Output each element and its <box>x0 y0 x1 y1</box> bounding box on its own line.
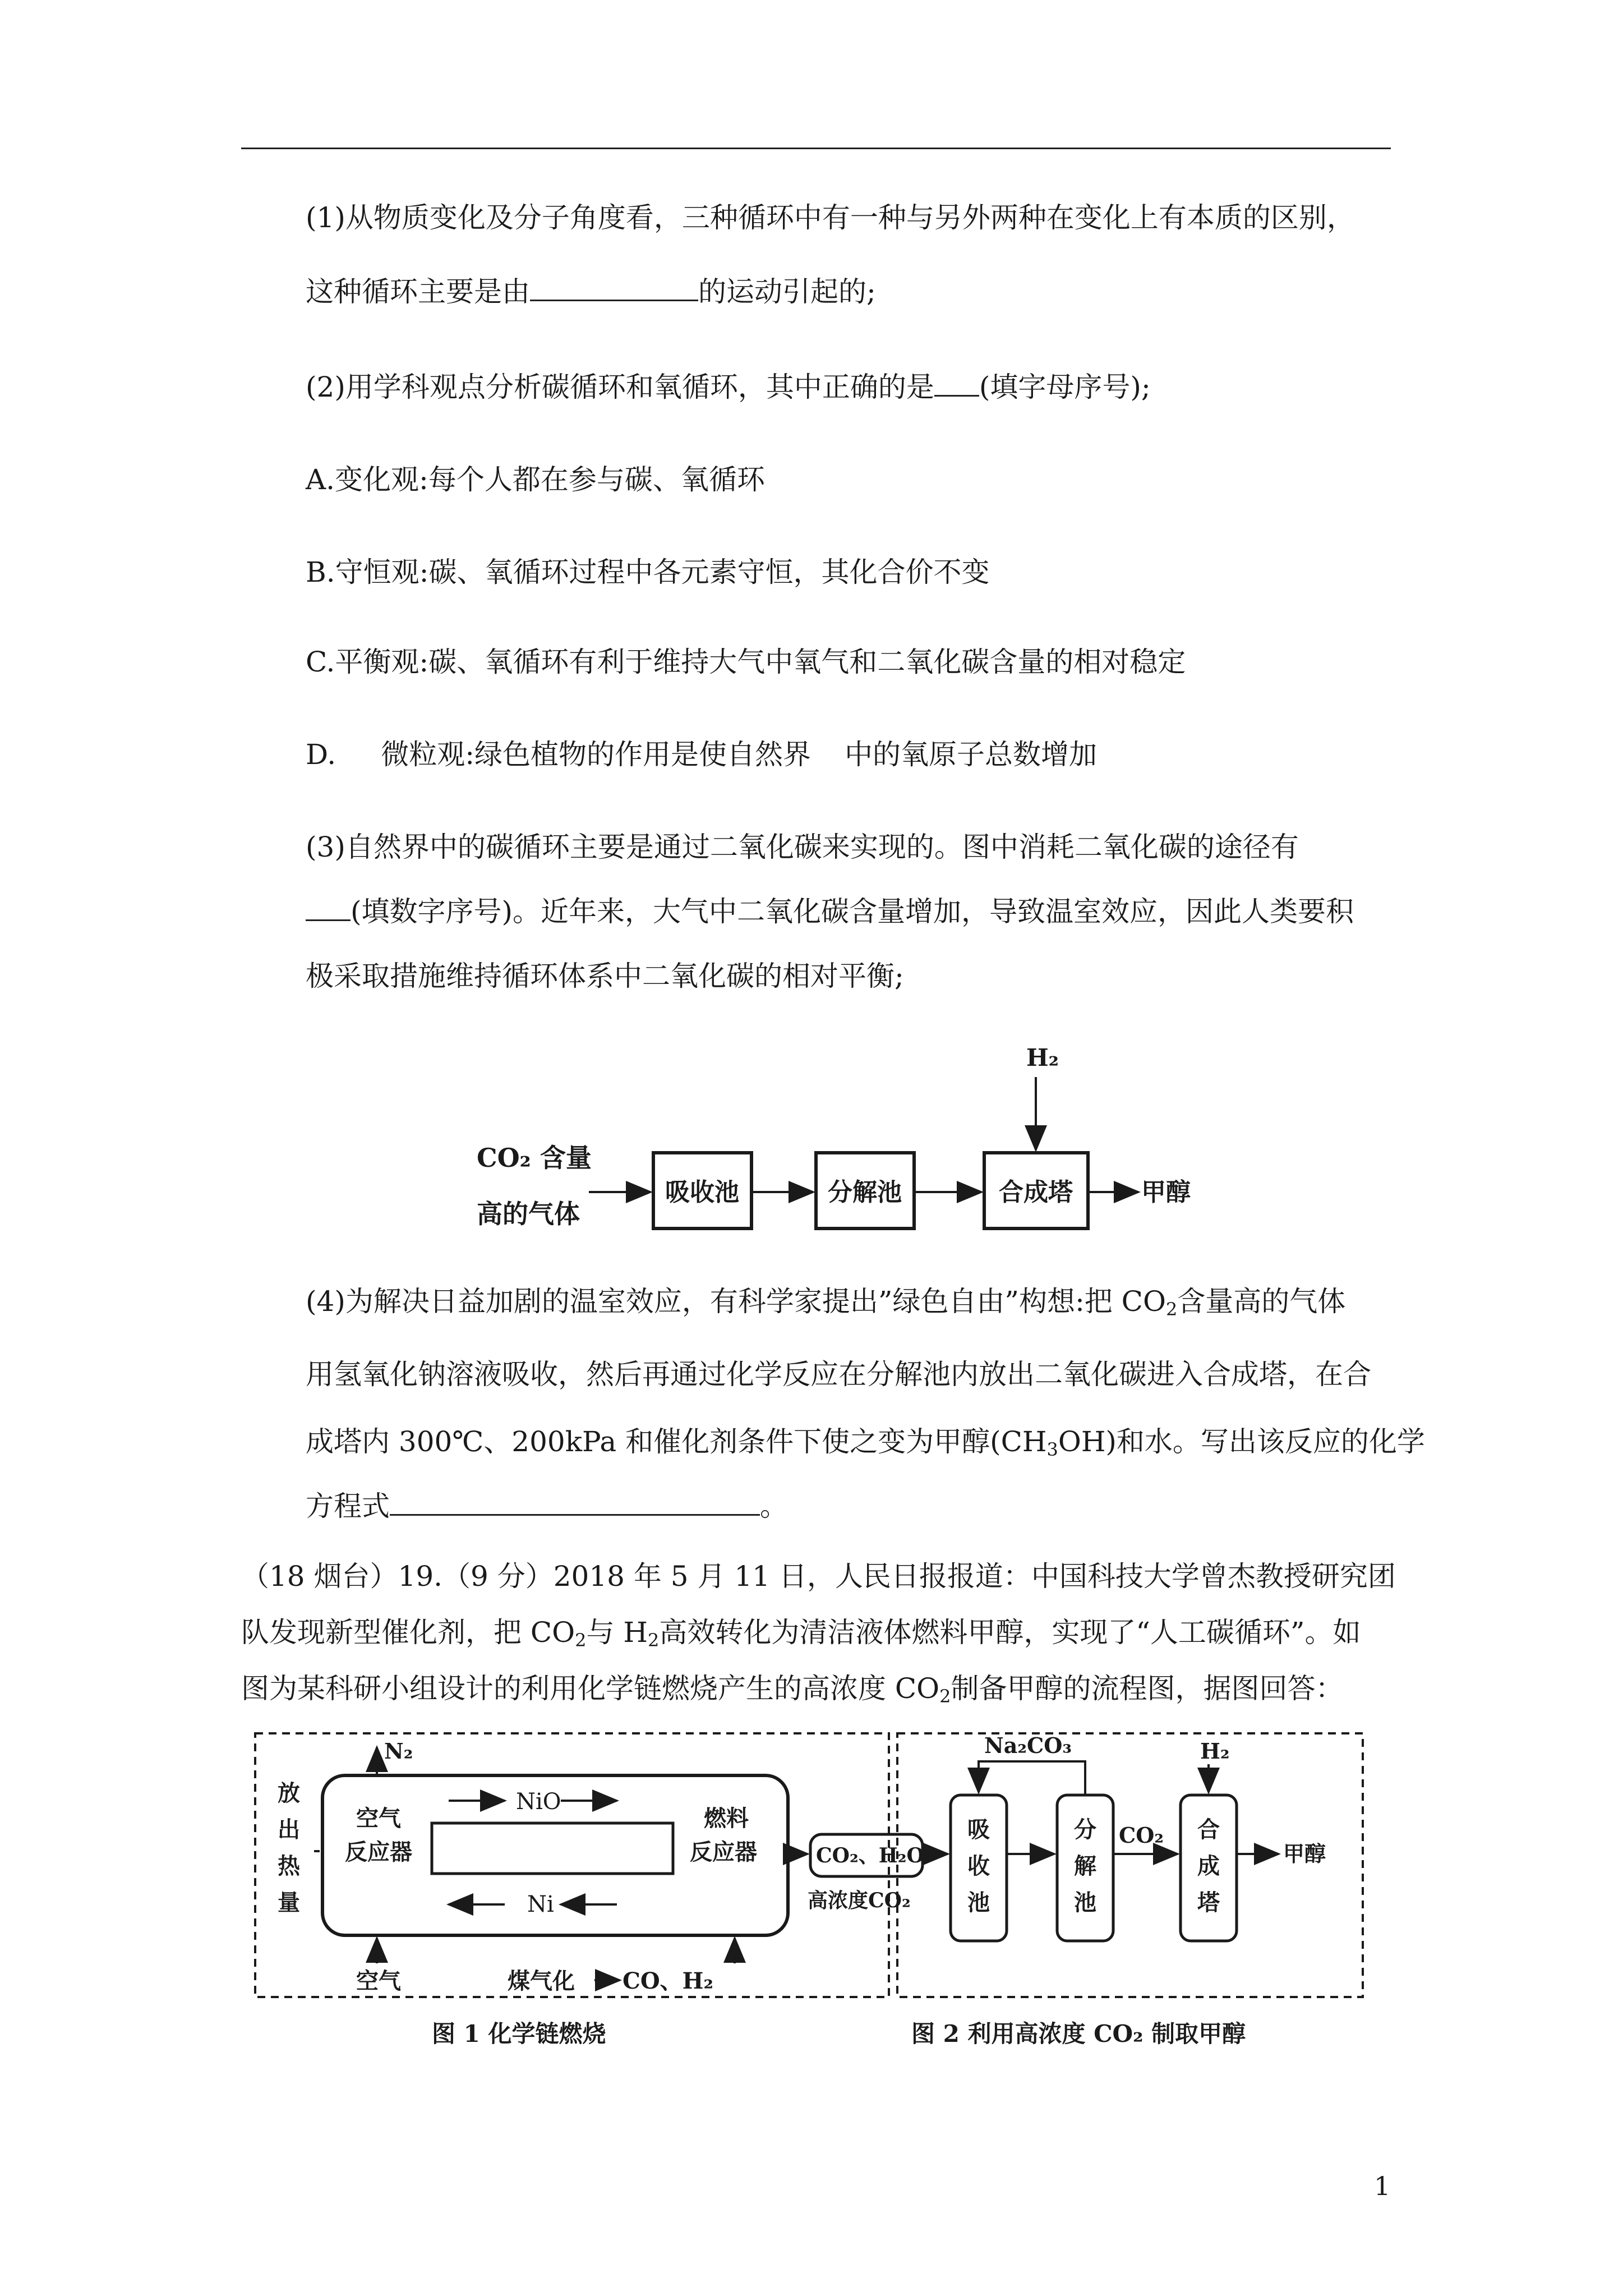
product-label: CO₂、H₂O <box>816 1844 924 1867</box>
part3-text-b: (填数字序号)。近年来，大气中二氧化碳含量增加，导致温室效应，因此人类要积 <box>351 895 1354 928</box>
fig2-h2-label: H₂ <box>1200 1738 1230 1764</box>
part1-text-a: 这种循环主要是由 <box>306 275 530 308</box>
q19-text-b: 与 H <box>586 1616 648 1649</box>
synth-char2: 成 <box>1197 1853 1220 1879</box>
nio-label: NiO <box>516 1789 561 1815</box>
part2-text-b: (填字母序号); <box>979 371 1151 403</box>
answer-blank-3[interactable] <box>306 895 351 921</box>
reactor-inner-channel <box>432 1823 673 1874</box>
co2-process-diagram <box>460 1032 1256 1245</box>
absorb-char3: 池 <box>967 1889 990 1916</box>
fig1-side-char3: 热 <box>278 1853 300 1879</box>
option-d-text2: 中的氧原子总数增加 <box>845 738 1098 771</box>
option-c: C.平衡观:碳、氧循环有利于维持大气中氧气和二氧化碳含量的相对稳定 <box>306 646 1186 678</box>
high-co2-label: 高浓度CO₂ <box>808 1889 911 1912</box>
air-reactor-line1: 空气 <box>356 1805 401 1832</box>
fuel-reactor-line2: 反应器 <box>690 1839 757 1865</box>
q19-line3 <box>241 1672 1344 1705</box>
part3-line2 <box>306 895 1354 928</box>
fig2-caption: 图 2 利用高浓度 CO₂ 制取甲醇 <box>911 2020 1246 2047</box>
part4-line1 <box>306 1285 1345 1318</box>
part4-line4 <box>306 1489 788 1523</box>
q19-line1: （18 烟台）19.（9 分）2018 年 5 月 11 日，人民日报报道：中国科技大学曾杰教授研究团 <box>241 1560 1396 1593</box>
q19-line2 <box>241 1616 1361 1649</box>
fig2-methanol-label: 甲醇 <box>1283 1841 1326 1866</box>
co-h2-label: CO、H₂ <box>623 1968 713 1994</box>
synth-char3: 塔 <box>1197 1889 1220 1916</box>
air-reactor-line2: 反应器 <box>345 1839 412 1865</box>
part1-line2 <box>306 275 876 309</box>
absorb-char1: 吸 <box>967 1816 990 1843</box>
decomp-char2: 解 <box>1074 1853 1096 1879</box>
answer-blank-1[interactable] <box>530 275 698 301</box>
part4-text-d: OH)和水。写出该反应的化学 <box>1058 1425 1425 1458</box>
ch3-subscript: 3 <box>1046 1439 1058 1460</box>
part4-text-b: 含量高的气体 <box>1177 1285 1346 1318</box>
answer-blank-4[interactable] <box>390 1489 760 1516</box>
fig1-side-char4: 量 <box>278 1889 300 1916</box>
synth-label: 合成塔 <box>999 1178 1073 1207</box>
synth-char1: 合 <box>1197 1816 1220 1843</box>
diagram1-input-line2: 高的气体 <box>477 1199 580 1229</box>
chemical-loop-figures <box>247 1728 1368 2053</box>
part4-line3 <box>306 1425 1425 1458</box>
fig1-side-char2: 出 <box>278 1816 300 1843</box>
part2-line <box>306 370 1151 404</box>
coal-gas-label: 煤气化 <box>508 1968 575 1994</box>
decomp-label: 分解池 <box>828 1178 902 1207</box>
header-rule <box>241 148 1391 149</box>
q19-text-a: 队发现新型催化剂，把 CO <box>241 1616 575 1649</box>
q19-text-e: 制备甲醇的流程图，据图回答： <box>951 1672 1344 1705</box>
part4-line2: 用氢氧化钠溶液吸收，然后再通过化学反应在分解池内放出二氧化碳进入合成塔，在合 <box>306 1358 1371 1391</box>
co2-subscript-2: 2 <box>575 1630 587 1651</box>
methanol-output-label: 甲醇 <box>1141 1178 1191 1207</box>
co2-subscript: 2 <box>1165 1299 1178 1320</box>
fuel-reactor-line1: 燃料 <box>704 1805 749 1832</box>
fig1-side-char1: 放 <box>278 1780 300 1806</box>
q19-text-d: 图为某科研小组设计的利用化学链燃烧产生的高浓度 CO <box>241 1672 940 1705</box>
part3-line3: 极采取措施维持循环体系中二氧化碳的相对平衡; <box>306 960 904 992</box>
part4-text-c: 成塔内 300℃、200kPa 和催化剂条件下使之变为甲醇(CH <box>306 1425 1047 1458</box>
co2-subscript-3: 2 <box>939 1686 951 1707</box>
part4-text-a: (4)为解决日益加剧的温室效应，有科学家提出”绿色自由”构想:把 CO <box>306 1285 1166 1318</box>
part1-text-b: 的运动引起的; <box>698 275 876 308</box>
answer-blank-2[interactable] <box>934 370 979 397</box>
na2co3-label: Na₂CO₃ <box>984 1733 1072 1758</box>
option-d <box>306 738 1097 771</box>
fig1-caption: 图 1 化学链燃烧 <box>432 2020 606 2047</box>
option-d-text1: 微粒观:绿色植物的作用是使自然界 <box>381 738 811 771</box>
h2-subscript: 2 <box>648 1630 660 1651</box>
air-in-label: 空气 <box>356 1968 401 1994</box>
option-a: A.变化观:每个人都在参与碳、氧循环 <box>306 463 765 496</box>
q19-text-c: 高效转化为清洁液体燃料甲醇，实现了“人工碳循环”。如 <box>659 1616 1361 1649</box>
part1-line1: (1)从物质变化及分子角度看，三种循环中有一种与另外两种在变化上有本质的区别， <box>306 201 1355 234</box>
part4-text-e: 方程式 <box>306 1490 390 1522</box>
fig2-co2-label: CO₂ <box>1119 1823 1164 1848</box>
part3-line1: (3)自然界中的碳循环主要是通过二氧化碳来实现的。图中消耗二氧化碳的途径有 <box>306 831 1299 863</box>
absorb-char2: 收 <box>967 1853 990 1879</box>
decomp-char3: 池 <box>1074 1889 1096 1916</box>
h2-input-label: H₂ <box>1026 1044 1059 1071</box>
part2-text-a: (2)用学科观点分析碳循环和氧循环，其中正确的是 <box>306 371 934 403</box>
part4-text-f: 。 <box>760 1490 788 1522</box>
n2-label: N₂ <box>384 1738 413 1764</box>
page-number: 1 <box>1374 2171 1391 2201</box>
ni-label: Ni <box>527 1892 554 1917</box>
diagram1-input-line1: CO₂ 含量 <box>477 1143 592 1173</box>
option-d-letter: D. <box>306 738 336 771</box>
absorb-label: 吸收池 <box>665 1178 739 1207</box>
decomp-char1: 分 <box>1074 1816 1096 1843</box>
na2co3-loop <box>979 1761 1085 1795</box>
option-b: B.守恒观:碳、氧循环过程中各元素守恒，其化合价不变 <box>306 556 990 588</box>
